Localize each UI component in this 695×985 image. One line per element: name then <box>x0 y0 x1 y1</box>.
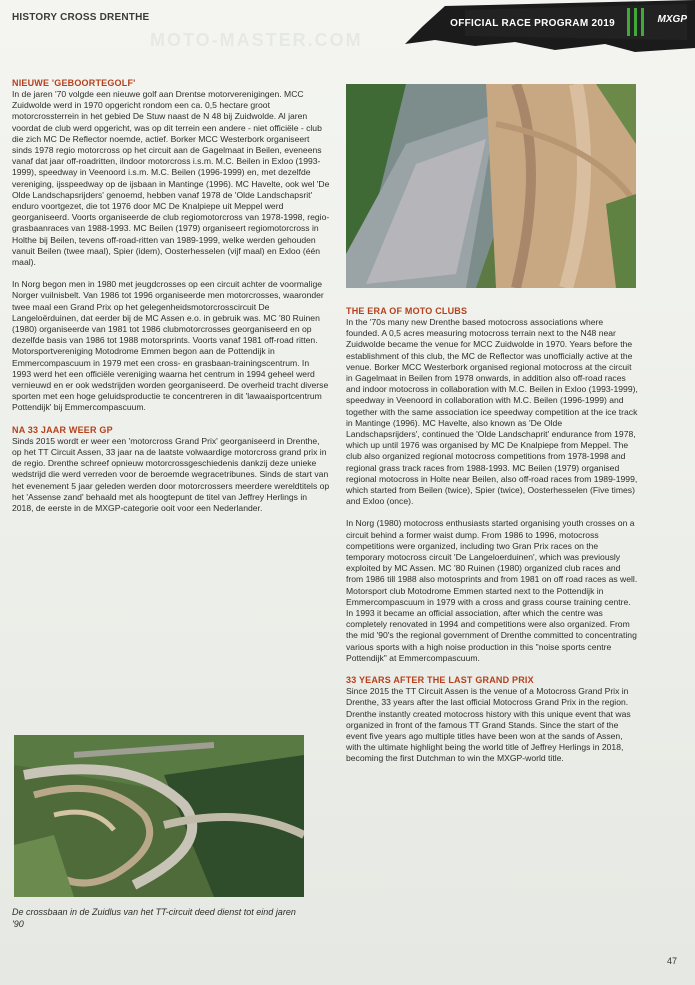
banner-brush-shape <box>405 0 695 58</box>
paragraph-geboortegolf-1: In de jaren '70 volgde een nieuwe golf aan Drentse motorverenigingen. MCC Zuidwolde werd in 1970 opgericht rondom een ca. 0,5 hectare groot motorcrossterrein in het gebied De Stuw naast de N 48 bij Zuidwolde. Al jaren voordat de club werd opgericht, was op dit terrein een andere - niet officiële - club die zich MC De Reflector noemde, actief. Borker MCC Westerbork organiseert sinds 1978 regio motorcross op het circuit aan de Gagelmaat in Beilen, eveneens vanaf dat jaar off-roadritten, ilndoor motorcross i.s.m. M.C. Beilen in Exloo (1993-1999), speedway in Veenoord i.s.m. M.C. Beilen (1996-1999) en, met dezelfde vereniging, ijsspeedway op de ijsbaan in Mantinge (1996). MC Havelte, ook wel 'De Olde Landschapsrijders' genoemd, hebben vanaf 1978 de 'Olde Landschapsrit' enduro voortgezet, die tot 1976 door MC De Knalpiepe uit Meppel werd georganiseerd. Voorts organiseerde de club regiomotorcross van 1978-1998, regio-grasbaanraces van 1988-1993. MC Beilen (1979) organiseert regiomotorcross in Holthe bij Beilen, tevens off-road-ritten van 1989-1999, welke werden gehouden vanuit Beilen (twee maal), Spier (idem), Oosterhesselen (vijf maal) en Exloo (één maal). <box>12 89 330 268</box>
paragraph-33-years: Since 2015 the TT Circuit Assen is the venue of a Motocross Grand Prix in Drenthe, 33 years after the last official Motocross Grand Prix in the region. Drenthe instantly created motocross history with this unique event that was organized in front of the famous TT Grand Stands. Since the start of the event five years ago multiple titles have been won at the sands of Assen, with the ultimate highlight being the world title of Jeffrey Herlings in 2018, becoming the first Dutchman to win the MXGP-world title. <box>346 686 631 764</box>
paragraph-era-2: In Norg (1980) motocross enthusiasts started organising youth crosses on a circuit behind a former waist dump. From 1986 to 1996, motocross competitions were organized, including two Gran Prix races on the temporary motocross circuit 'De Langeloerduinen', which was previously exploited by MC Assen. MC '80 Ruinen (1980) organized club races and from 1986 till 1988 also motosprints and from 1981 on off road races as well. Motorsport club Motodrome Emmen started next to the Pottendijk in Emmercompascuum in 1979 with a cross and grass course training centre. In 1993 it became an official association, after which the centre was completely renovated in 1994 and competitions were also organized. From the mid '90's the regional government of Drenthe committed to concentrating various sports with a high noise production in this "noise sports centre Pottendijk" at Emmercompascuum. <box>346 518 638 663</box>
program-title: OFFICIAL RACE PROGRAM 2019 <box>450 18 615 29</box>
aerial-track-photo <box>14 735 304 897</box>
stadium-photo <box>346 84 636 288</box>
dutch-column <box>12 78 330 525</box>
paragraph-na-33-jaar: Sinds 2015 wordt er weer een 'motorcross Grand Prix' georganiseerd in Drenthe, op het TT Circuit Assen, 33 jaar na de laatste volwaardige motorcross grand prix in de regio. Drenthe schreef opnieuw motorcrossgeschiedenis dankzij deze unieke wedstrijd die werd verreden voor de beroemde wegracetribunes. Sinds de start van het evenement 5 jaar geleden werden door motorcrossers meerdere wereldtitels op het 'Assense zand' behaald met als hoogtepunt de titel van Jeffrey Herlings in 2018, de eerste in de MXGP-categorie ooit voor een Nederlander. <box>12 435 330 513</box>
english-column <box>346 306 638 776</box>
heading-era-of-moto-clubs: THE ERA OF MOTO CLUBS <box>346 306 468 316</box>
heading-geboortegolf: NIEUWE 'GEBOORTEGOLF' <box>12 78 136 88</box>
watermark: MOTO-MASTER.COM <box>150 30 363 50</box>
section-title: HISTORY CROSS DRENTHE <box>12 12 150 23</box>
page-number: 47 <box>666 956 677 966</box>
heading-33-years: 33 YEARS AFTER THE LAST GRAND PRIX <box>346 675 534 686</box>
photo-caption: De crossbaan in de Zuidlus van het TT-circuit deed dienst tot eind jaren '90 <box>12 907 296 929</box>
paragraph-era-1: In the '70s many new Drenthe based motocross associations where founded. A 0,5 acres measuring motocross terrain next to the N48 near Zuidwolde became the venue for MCC Zuidwolde in 1970. Years before the establishment of this club, the MC de Reflector was unofficially active at the venue. Borker MCC Westerbork organised regional motocross at the circuit in Gagelmaat in Beilen from 1978 onwards, in addition also off-road races and indoor motocross in collaboration with M.C. Beilen in Exloo (1993-1999), speedway in Veenoord in collaboration with M.C. Beilen (1996-1999) and together with the same association ice speedway competition at the ice track in Mantinge (1996). MC Havelte, also known as 'De Olde Landschapsrijders', continued the 'Olde Landschaprit' endurance from 1978, which up until 1976 was organised by MC De Knalpiepe from Meppel. The club also organized regional motocross competitions from 1978-1998 and regional grass track races from 1988-1993. MC Beilen (1979) organised regional motocross in Holte near Beilen, also off-road races from 1989-1999, which started from Beilen (twice), Spier (twice), Oosterhesselen (Five times) and Exloo (once). <box>346 317 638 507</box>
brand-logo: MXGP <box>657 14 687 25</box>
heading-na-33-jaar: NA 33 JAAR WEER GP <box>12 424 113 435</box>
paragraph-geboortegolf-2: In Norg begon men in 1980 met jeugdcrosses op een circuit achter de voormalige Norger vuilnisbelt. Van 1986 tot 1996 organiseerde men motorcrosses, waaronder twee maal een Grand Prix op het gelegenheidsmotorcrosscircuit De Langeloërduinen, dat eerder bij de MC Assen e.o. in gebruik was. MC '80 Ruinen (1980) organiseerde van 1981 tot 1986 clubmotorcrosses georganiseerd en op dezelfde basis van 1986 tot 1988 motorsprints. Voorts vanaf 1981 off-road ritten. Motorsportvereniging Motodrome Emmen begon aan de Pottendijk in Emmercompascuum in 1979 met een cross- en grasbaan-trainingscentrum. In 1993 werd het een officiële vereniging waarna het centrum in 1994 geheel werd vernieuwd en er ook wedstrijden worden georganiseerd. De overheid tracht diverse sporten met een hoge geluidsproductie te concentreren in dit 'lawaaisportcentrum Pottendijk' bij Emmercompascuum. <box>12 279 329 413</box>
program-banner <box>405 0 695 58</box>
